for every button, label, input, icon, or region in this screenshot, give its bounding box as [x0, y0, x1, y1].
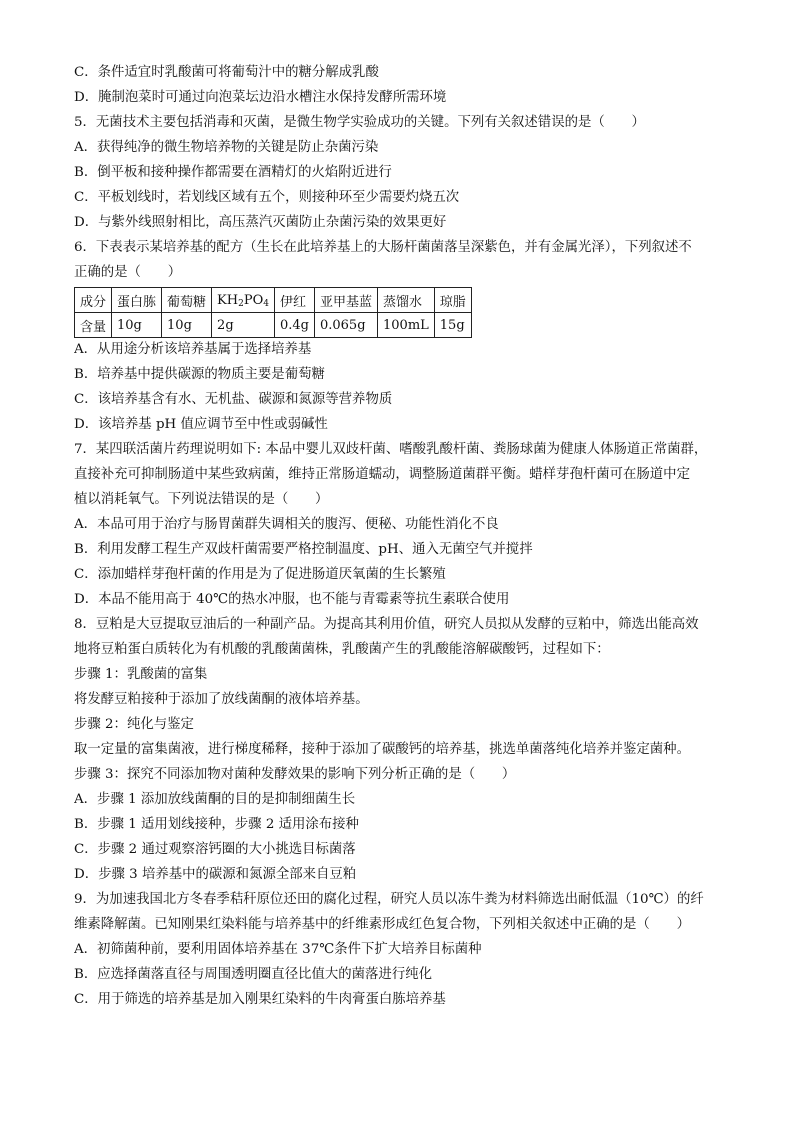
q8-step2-body: 取一定量的富集菌液，进行梯度稀释，接种于添加了碳酸钙的培养基，挑选单菌落纯化培养并鉴定菌种。: [74, 742, 690, 757]
table-header-cell: 伊红: [274, 288, 314, 313]
table-header-cell: 成分: [75, 288, 112, 313]
q7-option-b: B．利用发酵工程生产双歧杆菌需要严格控制温度、pH、通入无菌空气并搅拌: [74, 542, 533, 557]
table-row: [75, 313, 472, 338]
q6-option-a: A．从用途分析该培养基属于选择培养基: [74, 342, 312, 357]
q6-stem-line2: 正确的是（ ）: [74, 265, 182, 280]
q8-option-d: D．步骤 3 培养基中的碳源和氮源全部来自豆粕: [74, 867, 357, 882]
q9-option-a: A．初筛菌种前，要利用固体培养基在 37℃条件下扩大培养目标菌种: [74, 942, 482, 957]
q8-step1-body: 将发酵豆粕接种于添加了放线菌酮的液体培养基。: [74, 692, 369, 707]
table-cell: 15g: [434, 313, 471, 338]
q7-stem-line3: 植以消耗氧气。下列说法错误的是（ ）: [74, 492, 329, 507]
q9-stem-line2: 维素降解菌。已知刚果红染料能与培养基中的纤维素形成红色复合物，下列相关叙述中正确的是（ ）: [74, 917, 690, 932]
formula-part: KH: [217, 292, 239, 308]
table-cell: 10g: [162, 313, 212, 338]
q5-option-b: B．倒平板和接种操作都需要在酒精灯的火焰附近进行: [74, 165, 392, 180]
q9-option-c: C．用于筛选的培养基是加入刚果红染料的牛肉膏蛋白胨培养基: [74, 992, 446, 1007]
table-row: [75, 288, 472, 313]
q7-option-a: A．本品可用于治疗与肠胃菌群失调相关的腹泻、便秘、功能性消化不良: [74, 517, 499, 532]
table-cell: 10g: [112, 313, 162, 338]
q8-option-b: B．步骤 1 适用划线接种，步骤 2 适用涂布接种: [74, 817, 359, 832]
q8-option-a: A．步骤 1 添加放线菌酮的目的是抑制细菌生长: [74, 792, 356, 807]
q6-stem-line1: 6．下表表示某培养基的配方（生长在此培养基上的大肠杆菌菌落呈深紫色，并有金属光泽），下列叙述不: [74, 240, 692, 255]
q6-option-c: C．该培养基含有水、无机盐、碳源和氮源等营养物质: [74, 392, 393, 407]
table-cell: 含量: [75, 313, 112, 338]
medium-recipe-table: [74, 287, 472, 338]
q8-option-c: C．步骤 2 通过观察溶钙圈的大小挑选目标菌落: [74, 842, 356, 857]
table-cell: 2g: [212, 313, 275, 338]
table-header-cell: 蒸馏水: [378, 288, 435, 313]
q8-step3-line: 步骤 3：探究不同添加物对菌种发酵效果的影响下列分析正确的是（ ）: [74, 767, 516, 782]
q8-stem-line2: 地将豆粕蛋白质转化为有机酸的乳酸菌菌株，乳酸菌产生的乳酸能溶解碳酸钙，过程如下：: [74, 642, 610, 657]
q5-option-a: A．获得纯净的微生物培养物的关键是防止杂菌污染: [74, 140, 379, 155]
table-header-cell: [212, 288, 275, 313]
table-header-cell: 琼脂: [434, 288, 471, 313]
q8-stem-line1: 8．豆粕是大豆提取豆油后的一种副产品。为提高其利用价值，研究人员拟从发酵的豆粕中，筛选出能高效: [74, 617, 699, 632]
table-header-cell: 亚甲基蓝: [314, 288, 377, 313]
q5-stem: 5．无菌技术主要包括消毒和灭菌，是微生物学实验成功的关键。下列有关叙述错误的是（ ）: [74, 115, 645, 130]
table-cell: 0.4g: [274, 313, 314, 338]
q5-option-c: C．平板划线时，若划线区域有五个，则接种环至少需要灼烧五次: [74, 190, 460, 205]
formula-subscript: 2: [238, 298, 244, 309]
table-header-cell: 葡萄糖: [162, 288, 212, 313]
q4-option-d: D．腌制泡菜时可通过向泡菜坛边沿水槽注水保持发酵所需环境: [74, 90, 447, 105]
table-cell: 0.065g: [314, 313, 377, 338]
q7-option-c: C．添加蜡样芽孢杆菌的作用是为了促进肠道厌氧菌的生长繁殖: [74, 567, 446, 582]
formula-part: PO: [243, 292, 264, 308]
q7-stem-line2: 直接补充可抑制肠道中某些致病菌，维持正常肠道蠕动，调整肠道菌群平衡。蜡样芽孢杆菌可在肠道中定: [74, 467, 690, 482]
q6-option-b: B．培养基中提供碳源的物质主要是葡萄糖: [74, 367, 325, 382]
q4-option-c: C．条件适宜时乳酸菌可将葡萄汁中的糖分解成乳酸: [74, 65, 379, 80]
table-header-cell: 蛋白胨: [112, 288, 162, 313]
table-cell: 100mL: [378, 313, 435, 338]
q7-option-d: D．本品不能用高于 40℃的热水冲服，也不能与青霉素等抗生素联合使用: [74, 592, 510, 607]
q5-option-d: D．与紫外线照射相比，高压蒸汽灭菌防止杂菌污染的效果更好: [74, 215, 447, 230]
q9-option-b: B．应选择菌落直径与周围透明圈直径比值大的菌落进行纯化: [74, 967, 432, 982]
q7-stem-line1: 7．某四联活菌片药理说明如下: 本品中婴儿双歧杆菌、嗜酸乳酸杆菌、粪肠球菌为健康人体肠道正常菌群，: [74, 442, 708, 457]
formula-subscript: 4: [263, 298, 269, 309]
q8-step2-title: 步骤 2：纯化与鉴定: [74, 717, 194, 732]
q8-step1-title: 步骤 1：乳酸菌的富集: [74, 667, 208, 682]
q6-option-d: D．该培养基 pH 值应调节至中性或弱碱性: [74, 417, 328, 432]
q9-stem-line1: 9．为加速我国北方冬春季秸秆原位还田的腐化过程，研究人员以冻牛粪为材料筛选出耐低温（10℃）的纤: [74, 892, 704, 907]
